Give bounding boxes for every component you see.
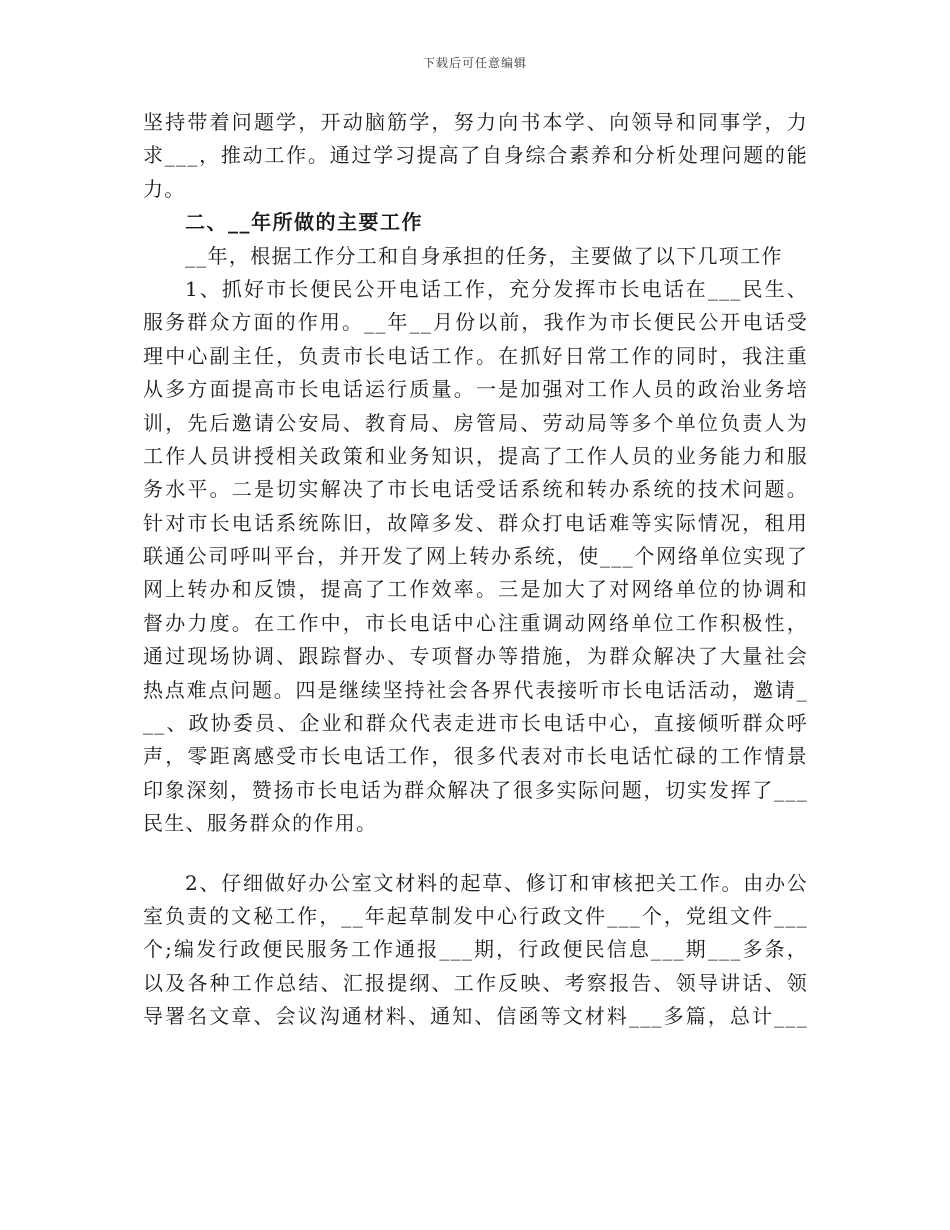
paragraph-study bbox=[143, 106, 808, 206]
text-line: 个;编发行政便民服务工作通报___期，行政便民信息___期___多条， bbox=[143, 937, 808, 962]
text-line: 网上转办和反馈，提高了工作效率。三是加大了对网络单位的协调和 bbox=[143, 577, 808, 602]
text-line: 印象深刻，赞扬市长电话为群众解决了很多实际问题，切实发挥了___ bbox=[143, 777, 808, 802]
text-line: 务水平。二是切实解决了市长电话受话系统和转办系统的技术问题。 bbox=[143, 477, 808, 502]
text-line: 督办力度。在工作中，市长电话中心注重调动网络单位工作积极性， bbox=[143, 610, 808, 635]
text-line: 1、抓好市长便民公开电话工作，充分发挥市长电话在___民生、 bbox=[185, 276, 808, 301]
text-line: 2、仔细做好办公室文材料的起草、修订和审核把关工作。由办公 bbox=[185, 870, 808, 895]
text-line: 力。 bbox=[143, 176, 186, 201]
section-intro: __年，根据工作分工和自身承担的任务，主要做了以下几项工作 bbox=[185, 243, 783, 268]
text-line: 求___，推动工作。通过学习提高了自身综合素养和分析处理问题的能 bbox=[143, 143, 808, 168]
section-heading: 二、__年所做的主要工作 bbox=[185, 210, 423, 235]
text-line: 针对市长电话系统陈旧，故障多发、群众打电话难等实际情况，租用 bbox=[143, 510, 808, 535]
text-line: 联通公司呼叫平台，并开发了网上转办系统，使___个网络单位实现了 bbox=[143, 544, 808, 569]
paragraph-gap bbox=[143, 841, 808, 867]
text-line: 导署名文章、会议沟通材料、通知、信函等文材料___多篇，总计___ bbox=[143, 1004, 808, 1029]
text-line: 坚持带着问题学，开动脑筋学，努力向书本学、向领导和同事学，力 bbox=[143, 110, 808, 134]
text-line: 室负责的文秘工作，__年起草制发中心行政文件___个，党组文件___ bbox=[143, 903, 808, 928]
text-line: 民生、服务群众的作用。 bbox=[143, 811, 378, 836]
text-line: 通过现场协调、跟踪督办、专项督办等措施，为群众解决了大量社会 bbox=[143, 644, 808, 669]
text-line: 服务群众方面的作用。__年__月份以前，我作为市长便民公开电话受 bbox=[143, 310, 808, 335]
paragraph-item-1 bbox=[143, 273, 808, 841]
paragraph-item-2 bbox=[143, 867, 808, 1034]
text-line: 训，先后邀请公安局、教育局、房管局、劳动局等多个单位负责人为 bbox=[143, 410, 808, 435]
text-line: __、政协委员、企业和群众代表走进市长电话中心，直接倾听群众呼 bbox=[143, 711, 808, 736]
text-line: 热点难点问题。四是继续坚持社会各界代表接听市长电话活动，邀请_ bbox=[143, 677, 808, 702]
text-line: 工作人员讲授相关政策和业务知识，提高了工作人员的业务能力和服 bbox=[143, 443, 808, 468]
text-line: 以及各种工作总结、汇报提纲、工作反映、考察报告、领导讲话、领 bbox=[143, 970, 808, 995]
text-line: 理中心副主任，负责市长电话工作。在抓好日常工作的同时，我注重 bbox=[143, 343, 808, 368]
text-line: 声，零距离感受市长电话工作，很多代表对市长电话忙碌的工作情景 bbox=[143, 744, 808, 769]
page-header: 下载后可任意编辑 bbox=[422, 56, 527, 70]
document-body bbox=[143, 106, 808, 1034]
text-line: 从多方面提高市长电话运行质量。一是加强对工作人员的政治业务培 bbox=[143, 377, 808, 402]
